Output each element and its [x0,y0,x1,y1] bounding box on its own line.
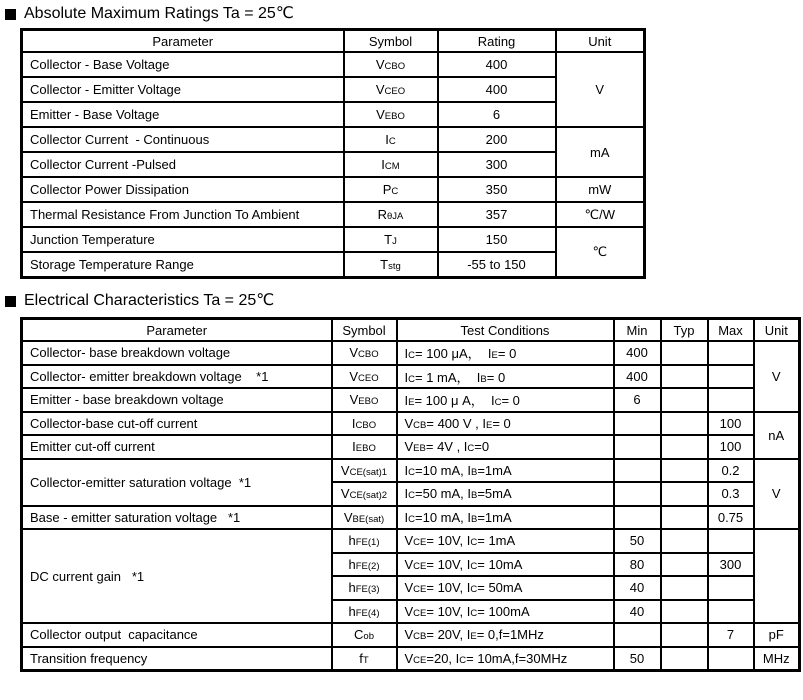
symbol-subscript: C [408,490,415,502]
symbol-subscript: EBO [358,396,379,408]
symbol-subscript: CB [413,419,427,431]
unit-cell [754,529,800,623]
table-row [22,647,800,671]
symbol-subscript: CE [413,607,427,619]
symbol-cell: Tstg [344,252,438,278]
table-row [22,459,800,483]
table-row [22,152,645,177]
symbol-subscript: B [480,373,487,385]
symbol-subscript: C [408,350,415,362]
typ-cell [661,506,708,530]
table-row [22,388,800,412]
header-row [22,319,800,342]
rating-cell: 350 [438,177,556,202]
rating-cell: 357 [438,202,556,227]
symbol-subscript: C [467,443,475,455]
test-conditions-cell: IC=10 mA, IB=1mA [397,459,614,483]
symbol-subscript: C [408,513,415,525]
parameter-cell: Collector Current - Continuous [22,127,344,152]
parameter-cell: Collector Power Dissipation [22,177,344,202]
max-cell [708,365,754,389]
symbol-subscript: C [470,584,478,596]
symbol-subscript: C [408,466,415,478]
max-cell: 7 [708,623,754,647]
min-cell [614,435,661,459]
rating-cell: 300 [438,152,556,177]
rating-cell: 150 [438,227,556,252]
symbol-subscript: C [408,373,415,385]
typ-cell [661,435,708,459]
symbol-subscript: stg [388,261,401,272]
table-row [22,529,800,553]
symbol-subscript: EBO [355,443,376,455]
symbol-cell: hFE(3) [332,576,397,600]
max-cell: 0.2 [708,459,754,483]
typ-cell [661,365,708,389]
symbol-cell: TJ [344,227,438,252]
symbol-cell: IEBO [332,435,397,459]
max-cell [708,529,754,553]
typ-cell [661,576,708,600]
max-cell [708,647,754,671]
min-cell: 50 [614,647,661,671]
symbol-subscript: FE(1) [355,537,380,549]
min-cell: 6 [614,388,661,412]
parameter-cell: Transition frequency [22,647,332,671]
rating-cell: 400 [438,52,556,77]
symbol-subscript: EBO [384,111,405,122]
symbol-subscript: B [471,513,478,525]
symbol-subscript: CBO [358,349,379,361]
symbol-cell: hFE(2) [332,553,397,577]
test-conditions-cell: VCB= 20V, IE= 0,f=1MHz [397,623,614,647]
symbol-cell: VCEO [344,77,438,102]
absolute-maximum-ratings-table [20,28,646,279]
typ-cell [661,647,708,671]
symbol-subscript: CEO [384,86,406,97]
table-row [22,202,645,227]
min-cell [614,506,661,530]
table-row [22,177,645,202]
min-cell [614,482,661,506]
column-header-unit: Unit [556,30,645,53]
symbol-subscript: B [471,490,478,502]
unit-cell: V [754,459,800,530]
typ-cell [661,623,708,647]
min-cell: 40 [614,576,661,600]
symbol-cell: VEBO [332,388,397,412]
max-cell: 300 [708,553,754,577]
column-header-parameter: Parameter [22,319,332,342]
column-header-max: Max [708,319,754,342]
symbol-cell: hFE(1) [332,529,397,553]
symbol-subscript: CE(sat)2 [349,490,388,502]
rating-cell: 400 [438,77,556,102]
symbol-subscript: CB [413,631,427,643]
test-conditions-cell: VEB= 4V , IC=0 [397,435,614,459]
parameter-cell: Emitter - base breakdown voltage [22,388,332,412]
max-cell [708,576,754,600]
max-cell: 100 [708,435,754,459]
symbol-cell: hFE(4) [332,600,397,624]
symbol-subscript: E [470,631,477,643]
symbol-subscript: EB [413,443,426,455]
symbol-subscript: C [391,186,399,197]
column-header-min: Min [614,319,661,342]
max-cell: 0.75 [708,506,754,530]
max-cell: 0.3 [708,482,754,506]
symbol-cell: Cob [332,623,397,647]
typ-cell [661,553,708,577]
test-conditions-cell: IC=10 mA, IB=1mA [397,506,614,530]
symbol-subscript: B [471,466,478,478]
unit-cell: ℃ [556,227,645,278]
table-row [22,623,800,647]
square-bullet-icon [5,9,16,20]
typ-cell [661,459,708,483]
parameter-cell: Collector-emitter saturation voltage *1 [22,459,332,506]
section-title-absolute-maximum-ratings [5,5,803,23]
symbol-subscript: E [491,350,498,362]
max-cell: 100 [708,412,754,436]
max-cell [708,388,754,412]
unit-cell: V [556,52,645,127]
typ-cell [661,529,708,553]
parameter-cell: Collector output capacitance [22,623,332,647]
max-cell [708,600,754,624]
min-cell [614,412,661,436]
table-row [22,506,800,530]
test-conditions-cell: VCE= 10V, IC= 10mA [397,553,614,577]
symbol-cell: VCBO [344,52,438,77]
symbol-subscript: CEO [358,372,379,384]
test-conditions-cell: VCE= 10V, IC= 1mA [397,529,614,553]
parameter-cell: Collector-base cut-off current [22,412,332,436]
typ-cell [661,341,708,365]
symbol-subscript: CBO [384,61,406,72]
min-cell: 80 [614,553,661,577]
typ-cell [661,600,708,624]
unit-cell: nA [754,412,800,459]
symbol-cell: PC [344,177,438,202]
test-conditions-cell: VCE=20, IC= 10mA,f=30MHz [397,647,614,671]
symbol-cell: fT [332,647,397,671]
symbol-subscript: T [362,654,369,666]
symbol-subscript: CE(sat)1 [349,466,388,478]
symbol-subscript: E [408,397,415,409]
parameter-cell: Emitter - Base Voltage [22,102,344,127]
table-row [22,227,645,252]
symbol-subscript: E [486,419,493,431]
symbol-subscript: FE(3) [355,584,380,596]
table-row [22,341,800,365]
min-cell [614,623,661,647]
unit-cell: MHz [754,647,800,671]
parameter-cell: Collector- base breakdown voltage [22,341,332,365]
unit-cell: mA [556,127,645,177]
table-row [22,435,800,459]
test-conditions-cell: VCE= 10V, IC= 100mA [397,600,614,624]
parameter-cell: Collector - Base Voltage [22,52,344,77]
square-bullet-icon [5,296,16,307]
test-conditions-cell: VCB= 400 V , IE= 0 [397,412,614,436]
test-conditions-cell: IC= 100 μA， IE= 0 [397,341,614,365]
symbol-subscript: C [470,560,478,572]
symbol-subscript: FE(2) [355,560,380,572]
parameter-cell: Collector - Emitter Voltage [22,77,344,102]
table-row [22,102,645,127]
column-header-unit: Unit [754,319,800,342]
symbol-subscript: J [392,236,397,247]
table-row [22,412,800,436]
symbol-subscript: CE [413,584,427,596]
test-conditions-cell: IC= 1 mA， IB= 0 [397,365,614,389]
min-cell: 40 [614,600,661,624]
column-header-rating: Rating [438,30,556,53]
min-cell: 400 [614,365,661,389]
symbol-subscript: CE [413,654,427,666]
typ-cell [661,482,708,506]
parameter-cell: Thermal Resistance From Junction To Ambient [22,202,344,227]
unit-cell: pF [754,623,800,647]
test-conditions-cell: IC=50 mA, IB=5mA [397,482,614,506]
test-conditions-cell: IE= 100 μ A， IC= 0 [397,388,614,412]
test-conditions-cell: VCE= 10V, IC= 50mA [397,576,614,600]
symbol-cell: RθJA [344,202,438,227]
parameter-cell: Emitter cut-off current [22,435,332,459]
header-row [22,30,645,53]
typ-cell [661,412,708,436]
symbol-subscript: BE(sat) [352,513,385,525]
section-title-text: Absolute Maximum Ratings Ta = 25℃ [24,5,294,22]
table-row [22,77,645,102]
symbol-subscript: C [470,607,478,619]
unit-cell: ℃/W [556,202,645,227]
section-title-electrical-characteristics [5,292,803,310]
parameter-cell: Collector- emitter breakdown voltage *1 [22,365,332,389]
column-header-test-conditions: Test Conditions [397,319,614,342]
symbol-cell: VCBO [332,341,397,365]
parameter-cell: DC current gain *1 [22,529,332,623]
symbol-subscript: FE(4) [355,607,380,619]
table-row [22,52,645,77]
symbol-subscript: C [459,654,467,666]
symbol-subscript: CBO [355,419,377,431]
parameter-cell: Storage Temperature Range [22,252,344,278]
symbol-subscript: C [494,397,502,409]
symbol-cell: VCE(sat)2 [332,482,397,506]
symbol-cell: ICBO [332,412,397,436]
table-row [22,127,645,152]
symbol-subscript: CM [384,161,400,172]
symbol-subscript: C [388,136,396,147]
min-cell [614,459,661,483]
table-row [22,365,800,389]
symbol-subscript: θJA [387,211,404,222]
symbol-cell: ICM [344,152,438,177]
unit-cell: mW [556,177,645,202]
symbol-cell: VBE(sat) [332,506,397,530]
table-row [22,252,645,278]
column-header-parameter: Parameter [22,30,344,53]
symbol-cell: VCEO [332,365,397,389]
symbol-cell: IC [344,127,438,152]
typ-cell [661,388,708,412]
unit-cell: V [754,341,800,412]
symbol-subscript: CE [413,537,427,549]
rating-cell: 200 [438,127,556,152]
min-cell: 50 [614,529,661,553]
column-header-symbol: Symbol [332,319,397,342]
electrical-characteristics-table [20,317,801,672]
max-cell [708,341,754,365]
symbol-cell: VEBO [344,102,438,127]
rating-cell: -55 to 150 [438,252,556,278]
rating-cell: 6 [438,102,556,127]
symbol-subscript: C [470,537,478,549]
symbol-subscript: ob [363,631,374,643]
symbol-subscript: CE [413,560,427,572]
parameter-cell: Base - emitter saturation voltage *1 [22,506,332,530]
column-header-symbol: Symbol [344,30,438,53]
section-title-text: Electrical Characteristics Ta = 25℃ [24,292,275,309]
parameter-cell: Junction Temperature [22,227,344,252]
column-header-typ: Typ [661,319,708,342]
min-cell: 400 [614,341,661,365]
parameter-cell: Collector Current -Pulsed [22,152,344,177]
symbol-cell: VCE(sat)1 [332,459,397,483]
